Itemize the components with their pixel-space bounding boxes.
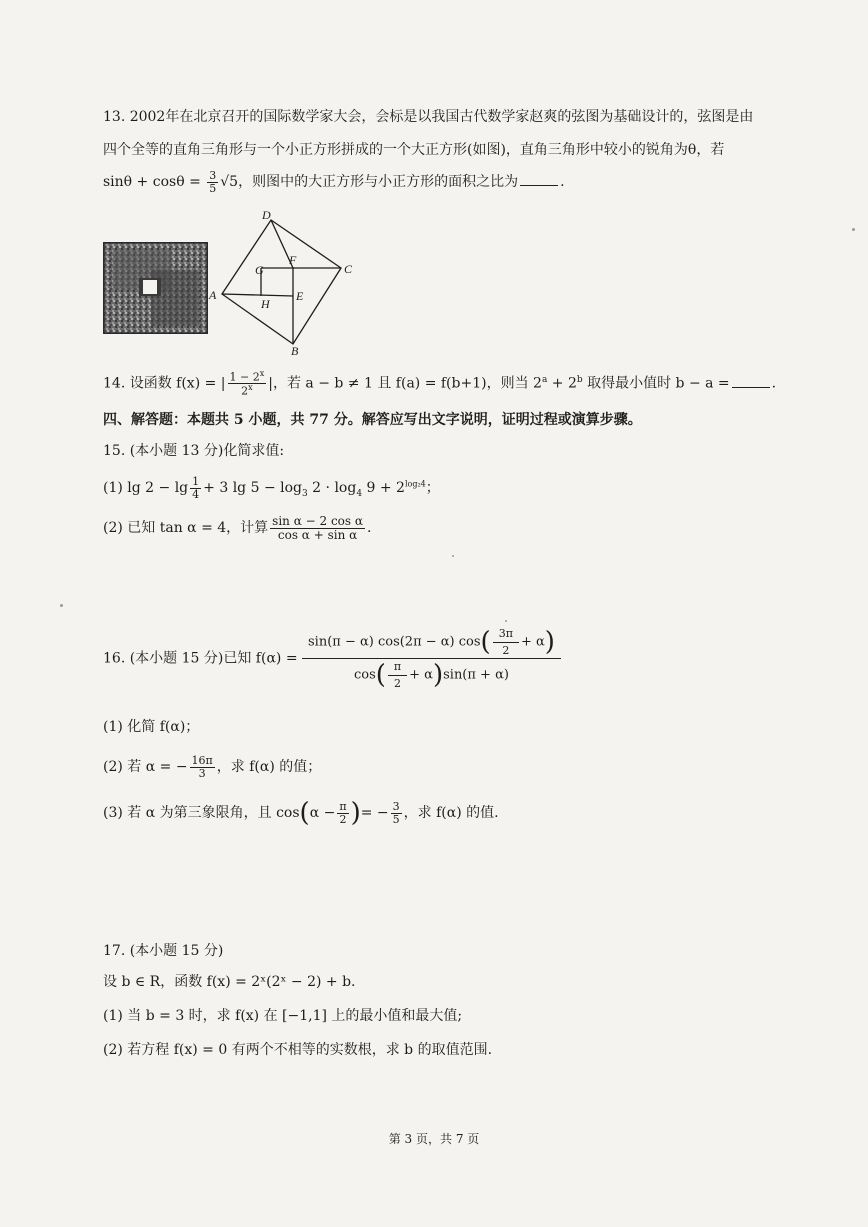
chord-figure-photo	[103, 242, 208, 334]
section4-heading: 四、解答题：本题共 5 小题，共 77 分。解答应写出文字说明，证明过程或演算步骤。	[103, 412, 642, 428]
q13-fraction: $\frac{3}{5}$	[209, 169, 217, 195]
page-footer: 第 3 页，共 7 页	[388, 1132, 480, 1146]
q14-answer-blank	[732, 387, 770, 388]
q17-line1: 设 b ∈ R，函数 f(x) = 2ˣ(2ˣ − 2) + b.	[103, 974, 356, 990]
label-E: E	[296, 289, 304, 303]
q13-answer-blank	[520, 185, 558, 186]
label-G: G	[255, 263, 264, 277]
label-F: F	[289, 253, 297, 267]
q15-part1: (1) lg 2 − lg $\frac{1}{4}$ + 3 $\lg 5 - \log_3 2 \cdot \log_4 9 + 2^{log_24}$；	[103, 475, 440, 501]
q14-fraction: $\frac{1 - 2^x}{2^x}$	[229, 369, 265, 398]
label-C: C	[344, 262, 353, 276]
q16-line: 16. (本小题 15 分)已知 f(α) = sin(π − α) cos(2π − α) cos( $\frac{3\pi}{2}$ + α) cos( $\frac{\pi}{2}$ + α)sin(π + α)	[103, 628, 561, 689]
q17-title: 17. (本小题 15 分)	[103, 943, 224, 959]
scan-speck	[852, 228, 855, 231]
label-A: A	[209, 288, 217, 302]
label-B: B	[291, 344, 299, 356]
q17-part2: (2) 若方程 f(x) = 0 有两个不相等的实数根，求 b 的取值范围.	[103, 1042, 493, 1058]
chord-diagram	[205, 208, 367, 356]
q13-line3: sinθ + cosθ = $\frac{3}{5}$ √5，则图中的大正方形与小正方形的面积之比为 .	[103, 169, 565, 195]
q16-part1: (1) 化简 f(α)；	[103, 719, 200, 735]
scan-speck	[60, 604, 63, 607]
q14-line: 14. 设函数 f(x) = | $\frac{1 - 2^x}{2^x}$ |，若 a − b ≠ 1 且 f(a) = f(b+1)，则当 $2^a + 2^b$ 取得最小值时 b − a = .	[103, 369, 777, 398]
q17-part1: (1) 当 b = 3 时，求 f(x) 在 [−1,1] 上的最小值和最大值;	[103, 1008, 463, 1024]
q13-line2: 四个全等的直角三角形与一个小正方形拼成的一个大正方形(如图)，直角三角形中较小的锐角为θ，若	[103, 142, 725, 158]
scan-speck	[452, 555, 454, 557]
scan-speck	[505, 620, 507, 622]
label-H: H	[261, 297, 270, 311]
q15-title: 15. (本小题 13 分)化简求值:	[103, 443, 285, 459]
q16-fraction: sin(π − α) cos(2π − α) cos( $\frac{3\pi}{2}$ + α) cos( $\frac{\pi}{2}$ + α)sin(π + α)	[302, 628, 561, 689]
q16-part3: (3) 若 α 为第三象限角，且 cos(α − $\frac{\pi}{2}$ )= − $\frac{3}{5}$ ，求 f(α) 的值.	[103, 798, 499, 828]
q16-part2: (2) 若 α = − $\frac{16\pi}{3}$ ，求 f(α) 的值；	[103, 754, 322, 780]
q13-line1: 13. 2002年在北京召开的国际数学家大会，会标是以我国古代数学家赵爽的弦图为基础设计的，弦图是由	[103, 109, 754, 125]
q15-part2: (2) 已知 tan α = 4，计算 $\frac{\text{sin α − 2 cos α}}{\text{cos α + sin α}}$ .	[103, 514, 372, 542]
label-D: D	[262, 208, 271, 222]
